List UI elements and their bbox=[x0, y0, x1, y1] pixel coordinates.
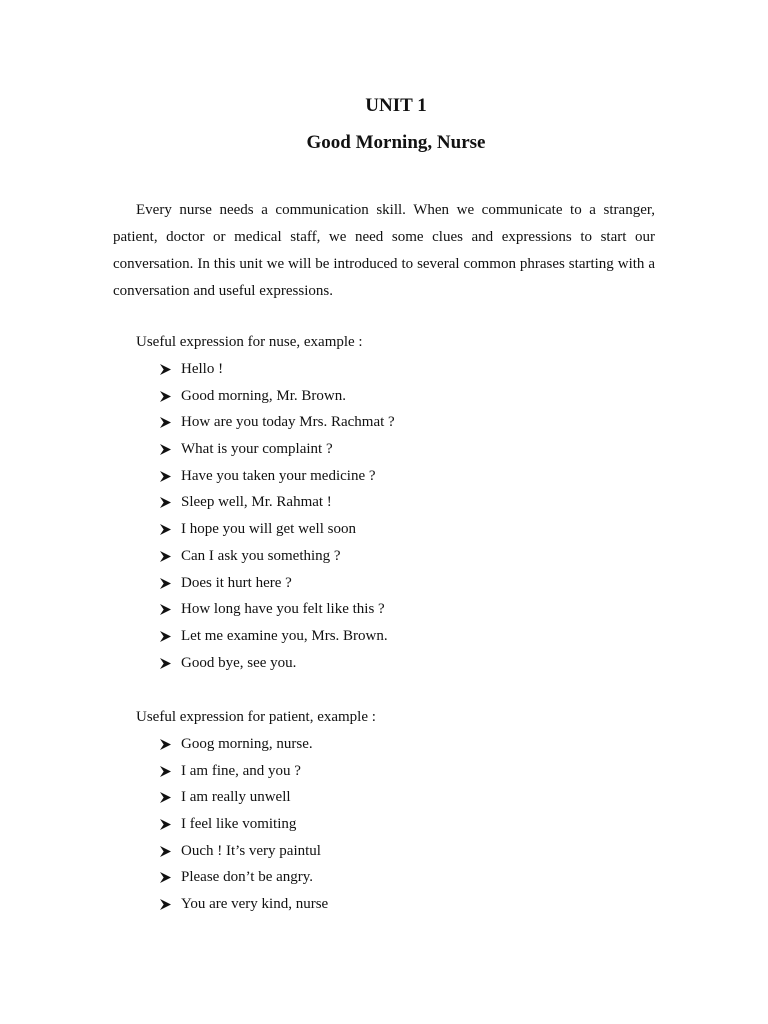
list-item-text: Hello ! bbox=[181, 361, 224, 377]
list-item bbox=[136, 811, 656, 838]
list-item bbox=[136, 838, 656, 865]
arrowhead-bullet-icon bbox=[160, 524, 171, 535]
list-item bbox=[136, 891, 656, 918]
unit-title: Good Morning, Nurse bbox=[306, 132, 486, 153]
list-item-text: How are you today Mrs. Rachmat ? bbox=[181, 414, 395, 431]
list-item bbox=[136, 543, 656, 570]
patient-section-heading: Useful expression for patient, example : bbox=[136, 709, 376, 725]
list-item-text: I feel like vomiting bbox=[181, 816, 297, 833]
list-item-text: Ouch ! It’s very paintul bbox=[181, 842, 321, 859]
arrowhead-bullet-icon bbox=[160, 497, 171, 508]
list-item-text: I hope you will get well soon bbox=[181, 521, 356, 538]
nurse-section-heading: Useful expression for nuse, example : bbox=[136, 334, 363, 350]
list-item bbox=[136, 436, 656, 463]
list-item-text: Good morning, Mr. Brown. bbox=[181, 387, 346, 404]
list-item bbox=[136, 784, 656, 811]
list-item bbox=[136, 463, 656, 490]
list-item-text: Sleep well, Mr. Rahmat ! bbox=[181, 494, 332, 511]
arrowhead-bullet-icon bbox=[160, 819, 171, 830]
list-item bbox=[136, 570, 656, 597]
arrowhead-bullet-icon bbox=[160, 551, 171, 562]
list-item-text: Have you taken your medicine ? bbox=[181, 467, 376, 484]
list-item bbox=[136, 623, 656, 650]
nurse-expression-list bbox=[136, 356, 656, 676]
patient-expressions-section bbox=[136, 704, 656, 918]
arrowhead-bullet-icon bbox=[160, 391, 171, 402]
list-item-text: I am fine, and you ? bbox=[181, 762, 301, 779]
arrowhead-bullet-icon bbox=[160, 364, 171, 375]
list-item-text: You are very kind, nurse bbox=[181, 896, 329, 913]
unit-label: UNIT 1 bbox=[365, 95, 427, 116]
list-item-text: How long have you felt like this ? bbox=[181, 601, 385, 618]
intro-paragraph: Every nurse needs a communication skill. When we communicate to a stranger, patient, doctor or medical staff, we need some clues and expressions to start our conversation. In this unit we will be introduced to several common phrases starting with a conversation and useful expressions. bbox=[113, 202, 655, 299]
arrowhead-bullet-icon bbox=[160, 846, 171, 857]
arrowhead-bullet-icon bbox=[160, 471, 171, 482]
arrowhead-bullet-icon bbox=[160, 766, 171, 777]
nurse-expressions-section bbox=[136, 329, 656, 676]
list-item bbox=[136, 516, 656, 543]
list-item bbox=[136, 864, 656, 891]
list-item-text: What is your complaint ? bbox=[181, 441, 333, 458]
arrowhead-bullet-icon bbox=[160, 658, 171, 669]
list-item-text: Let me examine you, Mrs. Brown. bbox=[181, 627, 388, 644]
arrowhead-bullet-icon bbox=[160, 417, 171, 428]
list-item-text: Please don’t be angry. bbox=[181, 869, 314, 886]
list-item-text: Does it hurt here ? bbox=[181, 574, 292, 591]
arrowhead-bullet-icon bbox=[160, 444, 171, 455]
arrowhead-bullet-icon bbox=[160, 792, 171, 803]
list-item bbox=[136, 650, 656, 677]
patient-expression-list bbox=[136, 731, 656, 918]
list-item-text: I am really unwell bbox=[181, 789, 291, 806]
list-item bbox=[136, 731, 656, 758]
arrowhead-bullet-icon bbox=[160, 604, 171, 615]
arrowhead-bullet-icon bbox=[160, 631, 171, 642]
list-item bbox=[136, 489, 656, 516]
list-item bbox=[136, 356, 656, 383]
list-item bbox=[136, 596, 656, 623]
arrowhead-bullet-icon bbox=[160, 872, 171, 883]
list-item-text: Can I ask you something ? bbox=[181, 547, 341, 564]
list-item-text: Good bye, see you. bbox=[181, 654, 297, 671]
list-item bbox=[136, 383, 656, 410]
arrowhead-bullet-icon bbox=[160, 899, 171, 910]
arrowhead-bullet-icon bbox=[160, 739, 171, 750]
list-item bbox=[136, 758, 656, 785]
arrowhead-bullet-icon bbox=[160, 578, 171, 589]
list-item bbox=[136, 409, 656, 436]
list-item-text: Goog morning, nurse. bbox=[181, 736, 313, 752]
